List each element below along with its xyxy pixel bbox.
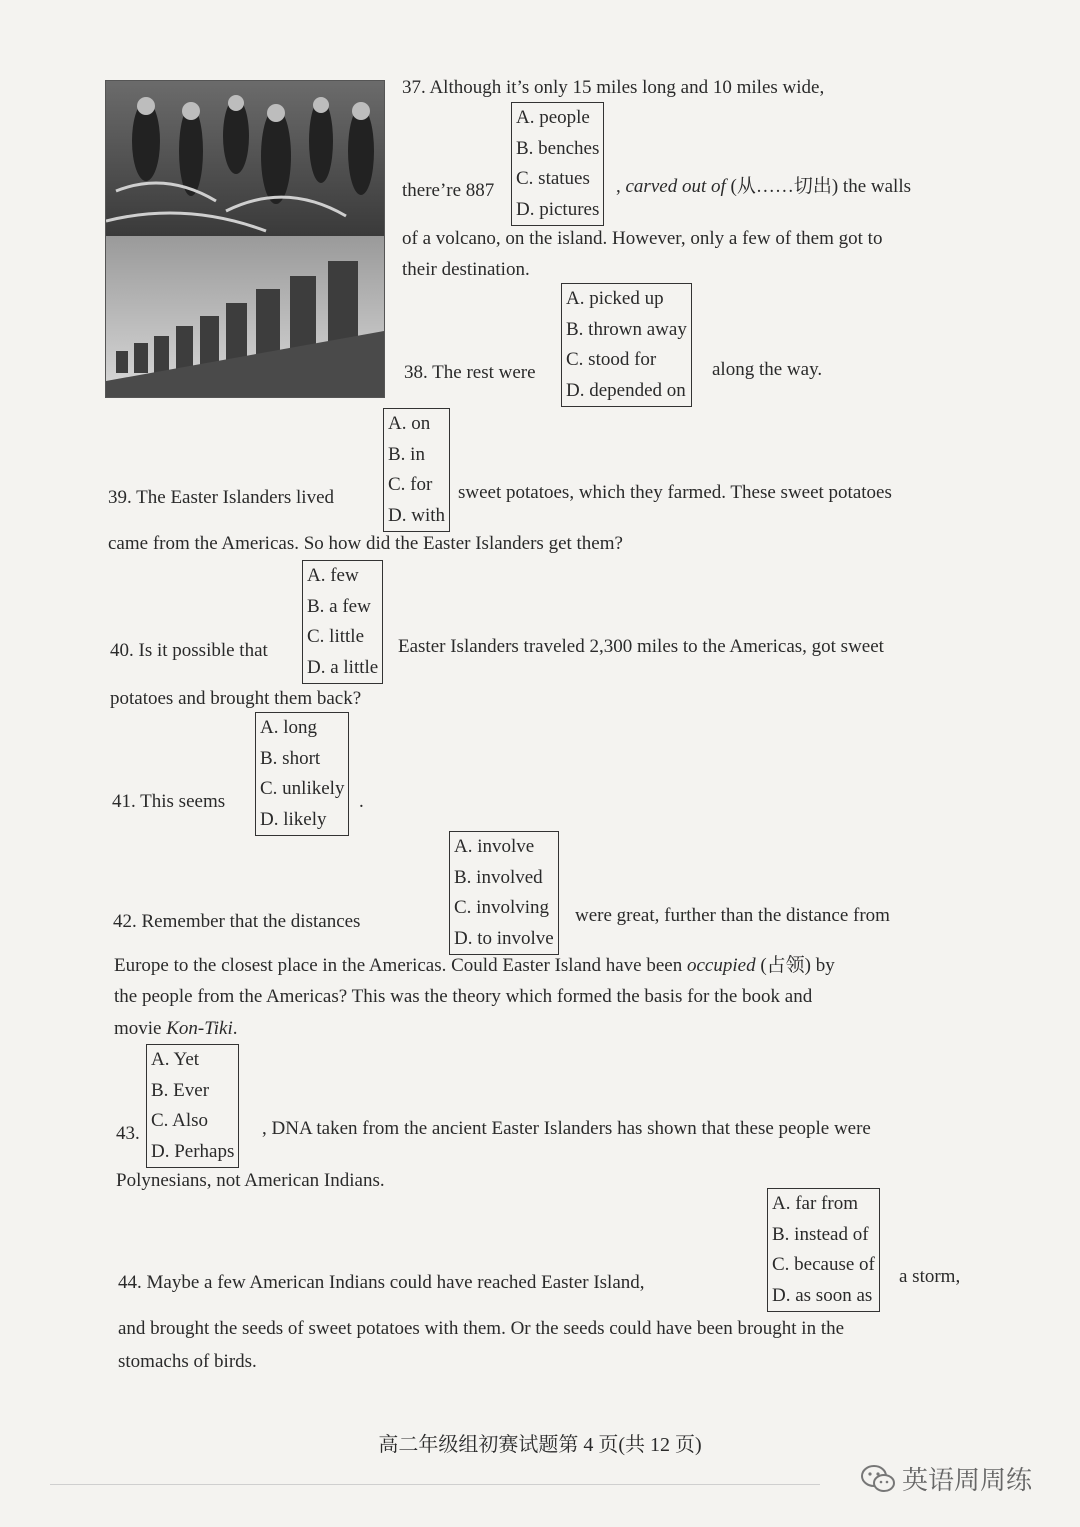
q44-options <box>767 1188 880 1312</box>
q42-line3: the people from the Americas? This was the theory which formed the basis for the book and <box>114 986 813 1007</box>
q42-line4: movie Kon-Tiki. <box>114 1018 238 1039</box>
q37-line4: their destination. <box>402 259 530 280</box>
q40-before: 40. Is it possible that <box>110 640 268 661</box>
watermark-text: 英语周周练 <box>902 1466 1033 1496</box>
q37-line1: 37. Although it’s only 15 miles long and 10 miles wide, <box>402 77 825 98</box>
q40-option-c[interactable]: C. little <box>307 626 364 647</box>
q43-option-c[interactable]: C. Also <box>151 1110 209 1131</box>
q40-after: Easter Islanders traveled 2,300 miles to the Americas, got sweet <box>398 636 884 657</box>
q39-before: 39. The Easter Islanders lived <box>108 487 334 508</box>
q38-after: along the way. <box>712 359 823 380</box>
q37-option-a[interactable]: A. people <box>516 107 590 128</box>
q42-after: were great, further than the distance from <box>575 905 890 926</box>
q39-line2: came from the Americas. So how did the Easter Islanders get them? <box>108 533 623 554</box>
q42-italic-occupied: occupied <box>686 955 756 976</box>
q44-option-a[interactable]: A. far from <box>772 1193 858 1214</box>
q44-line3: stomachs of birds. <box>118 1351 257 1372</box>
q41-option-c[interactable]: C. unlikely <box>260 778 345 799</box>
q44-option-d[interactable]: D. as soon as <box>772 1284 873 1306</box>
q41-after: . <box>359 791 364 812</box>
q39-option-c[interactable]: C. for <box>388 474 433 495</box>
q37-line2-end: , carved out of (从……切出) the walls <box>616 176 911 197</box>
q39-options <box>383 408 450 532</box>
q41-options <box>255 712 349 836</box>
q39-option-a[interactable]: A. on <box>388 413 431 434</box>
q44-option-b[interactable]: B. instead of <box>772 1223 869 1245</box>
q44-after: a storm, <box>899 1266 961 1287</box>
page-footer: 高二年级组初赛试题第 4 页(共 12 页) <box>378 1434 702 1456</box>
q42-option-d[interactable]: D. to involve <box>454 927 554 949</box>
wechat-icon <box>860 1464 896 1494</box>
q37-line2-start: there’re 887 <box>402 180 495 201</box>
q41-option-b[interactable]: B. short <box>260 747 321 769</box>
easter-island-photo <box>105 80 385 398</box>
q38-options <box>561 283 692 407</box>
q37-line3: of a volcano, on the island. However, only a few of them got to <box>402 228 883 249</box>
q39-option-b[interactable]: B. in <box>388 443 425 465</box>
q37-option-d[interactable]: D. pictures <box>516 198 600 220</box>
q37-option-b[interactable]: B. benches <box>516 137 600 159</box>
q38-option-d[interactable]: D. depended on <box>566 379 686 401</box>
q38-option-c[interactable]: C. stood for <box>566 349 657 370</box>
q39-after: sweet potatoes, which they farmed. These sweet potatoes <box>458 482 892 503</box>
q43-option-a[interactable]: A. Yet <box>151 1049 200 1070</box>
wechat-watermark <box>860 1460 1032 1497</box>
q37-option-c[interactable]: C. statues <box>516 168 590 189</box>
q40-line2: potatoes and brought them back? <box>110 688 362 709</box>
q43-line2: Polynesians, not American Indians. <box>116 1170 385 1191</box>
q37-italic-phrase: carved out of <box>625 176 726 197</box>
bottom-rule <box>50 1484 820 1485</box>
q44-option-c[interactable]: C. because of <box>772 1254 875 1275</box>
q43-after: , DNA taken from the ancient Easter Islanders has shown that these people were <box>262 1118 871 1139</box>
q39-option-d[interactable]: D. with <box>388 504 445 526</box>
q42-before: 42. Remember that the distances <box>113 911 361 932</box>
q37-options <box>511 102 604 226</box>
q40-option-d[interactable]: D. a little <box>307 656 379 678</box>
q43-options <box>146 1044 239 1168</box>
q44-line2: and brought the seeds of sweet potatoes with them. Or the seeds could have been brought in the <box>118 1318 845 1339</box>
q42-options <box>449 831 559 955</box>
q40-option-b[interactable]: B. a few <box>307 595 371 617</box>
q43-option-d[interactable]: D. Perhaps <box>151 1140 235 1162</box>
q41-option-a[interactable]: A. long <box>260 717 317 738</box>
q38-option-a[interactable]: A. picked up <box>566 288 664 309</box>
q40-option-a[interactable]: A. few <box>307 565 359 586</box>
q38-option-b[interactable]: B. thrown away <box>566 318 687 340</box>
q42-option-c[interactable]: C. involving <box>454 897 550 918</box>
q41-before: 41. This seems <box>112 791 226 812</box>
q42-line2: Europe to the closest place in the Americas. Could Easter Island have been occupied (占领) by <box>114 955 835 976</box>
q43-before: 43. <box>116 1123 140 1144</box>
q44-before: 44. Maybe a few American Indians could have reached Easter Island, <box>118 1272 645 1293</box>
q42-italic-title: Kon-Tiki <box>166 1018 233 1039</box>
q42-option-b[interactable]: B. involved <box>454 866 543 888</box>
q38-before: 38. The rest were <box>404 362 536 383</box>
q40-options <box>302 560 383 684</box>
q41-option-d[interactable]: D. likely <box>260 808 327 830</box>
q43-option-b[interactable]: B. Ever <box>151 1079 210 1101</box>
q42-option-a[interactable]: A. involve <box>454 836 535 857</box>
